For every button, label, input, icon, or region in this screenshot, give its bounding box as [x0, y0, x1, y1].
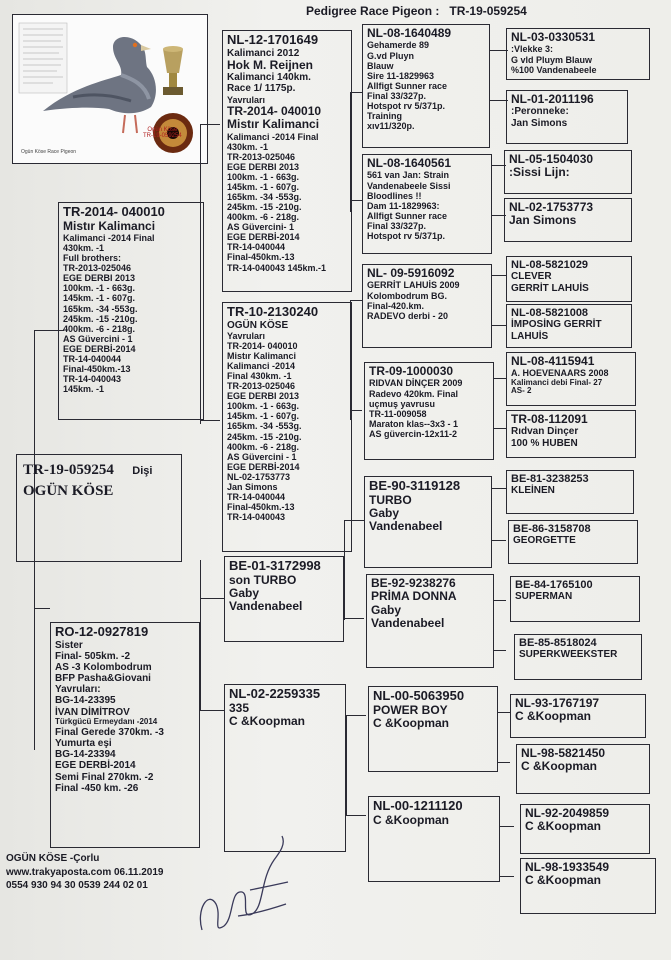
gen3-line: TURBO — [369, 492, 412, 507]
footer-website: www.trakyaposta.com 06.11.2019 — [6, 866, 164, 878]
gen3-line: Gaby — [371, 602, 402, 617]
gen2-line: TR-14-040043 145km.-1 — [227, 262, 327, 273]
sire-box — [58, 202, 204, 420]
gen2-line: 165km. -34 -553g. — [227, 191, 302, 202]
gen4-line: KLEİNEN — [511, 485, 555, 497]
gen4-box-11 — [510, 576, 640, 622]
connector — [494, 378, 506, 379]
connector — [492, 540, 506, 541]
gen4-box-4 — [504, 198, 632, 242]
gen2-line: TR-2014- 040010 — [227, 103, 322, 118]
sire-line: 245km. -15 -210g. — [63, 313, 138, 324]
gen4-ring: NL-92-2049859 — [525, 806, 610, 820]
sire-line: Final-450km.-13 — [63, 364, 131, 374]
photo-caption — [143, 127, 182, 139]
gen4-line: GERRİT LAHUİS — [511, 282, 589, 294]
gen2-line: Vandenabeel — [229, 599, 303, 614]
gen2-line: Final-450km.-13 — [227, 502, 295, 513]
gen3-line: Allfigt Sunner race — [367, 210, 448, 221]
gen3-line: Sire 11-1829963 — [367, 70, 435, 81]
gen2-line: 335 — [229, 700, 250, 715]
gen3-line: Allfigt Sunner race — [367, 80, 448, 91]
connector — [494, 600, 506, 601]
dam-line: BG-14-23394 — [55, 749, 116, 761]
gen3-line: Gaby — [369, 505, 400, 520]
gen3-ring: NL-00-1211120 — [373, 798, 463, 813]
photo-small-text — [21, 149, 76, 155]
header-ring: TR-19-059254 — [449, 4, 527, 18]
gen3-box-4 — [364, 362, 494, 460]
sire-line: EGE DERBI 2013 — [63, 273, 136, 284]
granddam-paternal-box — [222, 302, 352, 552]
gen4-ring: NL-98-1933549 — [525, 860, 610, 874]
gen4-ring: BE-81-3238253 — [511, 473, 589, 485]
gen3-ring: TR-09-1000030 — [369, 364, 454, 378]
gen3-line: Final-420.km. — [367, 300, 425, 311]
gen2-line: EGE DERBI 2013 — [227, 391, 300, 402]
dam-line: Yavruları: — [55, 684, 101, 696]
sire-line: Full brothers: — [63, 253, 121, 264]
connector — [200, 124, 220, 125]
gen4-line: LAHUİS — [511, 330, 549, 342]
connector — [200, 598, 224, 599]
gen3-box-5 — [364, 476, 492, 568]
gen4-ring: BE-86-3158708 — [513, 523, 591, 535]
gen2-line: TR-2013-025046 — [227, 381, 296, 392]
connector — [200, 420, 220, 421]
dam-line: İVAN DİMİTROV — [55, 706, 130, 718]
gen3-line: xıv11/320p. — [367, 121, 415, 132]
gen4-line: Rıdvan Dinçer — [511, 426, 579, 438]
connector — [492, 325, 506, 326]
connector — [494, 428, 506, 429]
gen4-box-1 — [506, 28, 650, 80]
gen3-line: Hotspot rv 5/371p. — [367, 100, 446, 111]
sire-line: 165km. -34 -553g. — [63, 303, 138, 314]
gen3-line: Vandenabeel — [369, 519, 443, 534]
footer-phones: 0554 930 94 30 0539 244 02 01 — [6, 880, 148, 891]
gen4-ring: TR-08-112091 — [511, 412, 588, 426]
footer-owner: OGÜN KÖSE -Çorlu — [6, 853, 100, 864]
gen2-line: EGE DERBI 2013 — [227, 161, 300, 172]
gen4-box-8 — [506, 410, 636, 458]
gen3-line: Radevo 420km. Final — [369, 388, 459, 399]
gen3-line: Bloodlines !! — [367, 190, 422, 201]
grandsire-maternal-ring: BE-01-3172998 — [229, 558, 321, 573]
gen4-line: C &Koopman — [525, 819, 601, 834]
connector — [346, 815, 366, 816]
dam-line: Türkgücü Ermeydanı -2014 — [55, 716, 158, 726]
dam-box — [50, 622, 200, 848]
gen4-box-16 — [520, 858, 656, 914]
gen2-line: Kalimanci -2014 — [227, 360, 296, 371]
gen2-line: TR-14-040044 — [227, 242, 286, 253]
gen4-line: C &Koopman — [521, 759, 597, 774]
dam-line: BFP Pasha&Giovani — [55, 673, 151, 685]
gen2-line: TR-14-040043 — [227, 512, 286, 523]
gen2-line: Mistır Kalimanci — [227, 117, 320, 132]
granddam-maternal-ring: NL-02-2259335 — [229, 686, 321, 701]
connector — [500, 826, 514, 827]
gen4-box-5 — [506, 256, 632, 302]
gen3-ring: BE-92-9238276 — [371, 576, 456, 590]
gen4-line: :Sissi Lijn: — [509, 165, 570, 180]
gen3-line: Maraton klas--3x3 - 1 — [369, 418, 459, 429]
gen2-line: AS Güvercini - 1 — [227, 451, 297, 462]
connector — [498, 762, 510, 763]
gen4-line: SUPERMAN — [515, 591, 573, 603]
gen3-line: RADEVO derbi - 20 — [367, 310, 449, 321]
gen3-line: Dam 11-1829963: — [367, 200, 440, 211]
connector — [200, 710, 224, 711]
gen4-box-9 — [506, 470, 634, 514]
gen4-box-13 — [510, 694, 646, 738]
gen2-line: TR-14-040044 — [227, 491, 286, 502]
connector — [492, 488, 506, 489]
sire-ring: TR-2014- 040010 — [63, 204, 165, 219]
gen4-ring: NL-08-5821029 — [511, 259, 589, 271]
gen4-line: Jan Simons — [511, 117, 568, 129]
gen2-line: Final-450km.-13 — [227, 252, 295, 263]
gen3-line: Vandenabeel — [371, 616, 445, 631]
sire-line: Kalimanci -2014 Final — [63, 232, 155, 243]
gen4-line: Jan Simons — [509, 213, 577, 228]
gen2-line: Gaby — [229, 585, 260, 600]
grandsire-paternal-ring: NL-12-1701649 — [227, 32, 319, 47]
gen4-box-10 — [508, 520, 638, 564]
dam-line: Sister — [55, 639, 83, 651]
photo-caption-name: Ogün Köse — [147, 127, 178, 133]
photo-small-line: Ogün Köse Race Pigeon — [21, 149, 77, 155]
sire-line: TR-14-040043 — [63, 374, 122, 385]
gen4-box-6 — [506, 304, 632, 348]
gen4-line: A. HOEVENAARS 2008 — [511, 368, 609, 379]
gen4-box-12 — [514, 634, 642, 680]
gen4-line: :Vlekke 3: — [511, 44, 554, 55]
gen3-ring: BE-90-3119128 — [369, 478, 461, 493]
granddam-maternal-box — [224, 684, 346, 852]
gen3-ring: NL-08-1640561 — [367, 156, 452, 170]
gen2-line: Kalimanci 140km. — [227, 72, 311, 84]
dam-line: Final -450 km. -26 — [55, 782, 139, 794]
connector — [344, 618, 364, 619]
gen4-line: C &Koopman — [525, 873, 601, 888]
gen2-line: 400km. -6 - 218g. — [227, 441, 300, 452]
gen3-line: Final 33/327p. — [367, 220, 427, 231]
connector — [492, 275, 506, 276]
gen2-line: Final 430km. -1 — [227, 371, 292, 382]
gen2-line: Yavruları — [227, 94, 266, 105]
gen2-line: Jan Simons — [227, 481, 278, 492]
gen2-line: 100km. -1 - 663g. — [227, 171, 300, 182]
gen4-line: İMPOSİNG GERRİT — [511, 319, 602, 331]
gen2-line: 245km. -15 -210g. — [227, 431, 302, 442]
dam-ring: RO-12-0927819 — [55, 624, 149, 639]
header-label: Pedigree Race Pigeon : — [306, 4, 440, 18]
sire-line: 430km. -1 — [63, 243, 105, 254]
gen4-box-3 — [504, 150, 632, 194]
connector — [34, 608, 50, 609]
pigeon-photo — [12, 14, 208, 164]
sire-line: EGE DERBİ-2014 — [63, 343, 136, 354]
gen3-line: 561 van Jan: Strain — [367, 170, 450, 181]
gen3-line: Gehamerde 89 — [367, 40, 430, 51]
gen2-line: Yavruları — [227, 330, 266, 341]
connector — [200, 560, 201, 710]
gen4-line: SUPERKWEEKSTER — [519, 649, 618, 661]
sire-name: Mistır Kalimanci — [63, 218, 156, 233]
subject-ring: TR-19-059254 — [23, 462, 114, 478]
gen3-line: PRİMA DONNA — [371, 589, 457, 604]
subject-name: OGÜN KÖSE — [23, 482, 114, 499]
gen2-line: AS Güvercini- 1 — [227, 222, 295, 233]
connector — [346, 715, 366, 716]
gen2-line: 245km. -15 -210g. — [227, 202, 302, 213]
gen3-line: Blauw — [367, 60, 394, 71]
dam-line: AS -3 Kolombodrum — [55, 661, 152, 673]
dam-line: Semi Final 270km. -2 — [55, 771, 154, 783]
connector — [494, 650, 506, 651]
gen3-line: G.vd Pluyn — [367, 50, 415, 61]
gen4-ring: NL-98-5821450 — [521, 746, 606, 760]
gen2-line: 100km. -1 - 663g. — [227, 401, 300, 412]
gen3-box-1 — [362, 24, 490, 148]
gen3-line: POWER BOY — [373, 702, 448, 717]
photo-caption-ring: TR-19-059254 — [143, 133, 182, 139]
sire-line: TR-14-040044 — [63, 353, 122, 364]
gen3-line: C &Koopman — [373, 812, 449, 827]
gen4-ring: NL-93-1767197 — [515, 696, 600, 710]
gen2-line: NL-02-1753773 — [227, 471, 291, 482]
subject-sex: Dişi — [132, 465, 153, 477]
sire-line: TR-2013-025046 — [63, 263, 132, 274]
gen4-line: :Peronneke: — [511, 106, 569, 118]
gen3-line: C &Koopman — [373, 715, 449, 730]
footer — [6, 852, 164, 893]
gen3-box-6 — [366, 574, 494, 668]
pigeon-illustration-icon — [13, 15, 207, 163]
gen3-box-8 — [368, 796, 500, 882]
gen2-line: TR-2014- 040010 — [227, 340, 298, 351]
gen2-line: 430km. -1 — [227, 141, 269, 152]
gen4-line: Kalimanci debi Final- 27 — [511, 377, 603, 387]
dam-line: Final- 505km. -2 — [55, 650, 131, 662]
gen3-line: Vandenabeele Sissi — [367, 180, 451, 191]
gen4-ring: NL-01-2011196 — [511, 92, 594, 106]
gen3-line: Training — [367, 110, 403, 121]
gen2-line: Race 1/ 1175p. — [227, 83, 296, 95]
connector — [498, 712, 510, 713]
gen3-line: Hotspot rv 5/371p. — [367, 230, 446, 241]
granddam-paternal-ring: TR-10-2130240 — [227, 304, 319, 319]
gen4-ring: NL-03-0330531 — [511, 30, 596, 44]
gen2-line: 145km. -1 - 607g. — [227, 411, 300, 422]
gen3-line: uçmuş yavrusu — [369, 398, 436, 409]
gen4-line: C &Koopman — [515, 709, 591, 724]
subject-box — [16, 454, 182, 562]
gen4-line: %100 Vandenabeele — [511, 64, 597, 75]
dam-line: Yumurta eşi — [55, 738, 112, 749]
gen4-line: G vld Pluym Blauw — [511, 54, 593, 65]
gen3-box-3 — [362, 264, 492, 348]
connector — [346, 715, 347, 815]
gen4-line: AS- 2 — [511, 386, 532, 396]
gen2-line: 400km. -6 - 218g. — [227, 212, 300, 223]
gen3-box-7 — [368, 686, 498, 772]
gen3-line: AS güvercin-12x11-2 — [369, 428, 458, 439]
gen4-box-15 — [520, 804, 650, 854]
gen3-box-2 — [362, 154, 492, 254]
grandsire-paternal-box — [222, 30, 352, 292]
gen2-line: 165km. -34 -553g. — [227, 421, 302, 432]
gen2-line: 145km. -1 - 607g. — [227, 181, 300, 192]
gen3-line: Kolombodrum BG. — [367, 290, 447, 301]
gen2-line: TR-2013-025046 — [227, 151, 296, 162]
signature-icon — [190, 830, 300, 940]
gen3-line: Final 33/327p. — [367, 90, 427, 101]
gen2-line: EGE DERBİ-2014 — [227, 461, 300, 472]
connector — [500, 876, 514, 877]
gen3-ring: NL- 09-5916092 — [367, 266, 455, 280]
gen4-ring: NL-05-1504030 — [509, 152, 594, 166]
sire-line: AS Güvercini - 1 — [63, 333, 133, 344]
gen4-box-7 — [506, 352, 636, 406]
dam-line: BG-14-23395 — [55, 695, 116, 707]
gen4-line: 100 % HUBEN — [511, 437, 578, 449]
gen4-ring: NL-08-5821008 — [511, 307, 589, 319]
gen2-line: son TURBO — [229, 572, 297, 587]
gen2-line: EGE DERBİ-2014 — [227, 232, 300, 243]
grandsire-maternal-box — [224, 556, 344, 642]
sire-line: 145km. -1 — [63, 384, 105, 395]
gen3-ring: NL-00-5063950 — [373, 688, 465, 703]
gen4-ring: NL-02-1753773 — [509, 200, 594, 214]
gen4-line: CLEVER — [511, 271, 552, 283]
sire-line: 400km. -6 - 218g. — [63, 323, 136, 334]
gen2-line: Mistır Kalimanci — [227, 350, 297, 361]
gen4-box-2 — [506, 90, 628, 144]
gen2-line: OGÜN KÖSE — [227, 319, 289, 331]
gen4-ring: BE-84-1765100 — [515, 579, 593, 591]
gen4-box-14 — [516, 744, 650, 794]
gen4-ring: BE-85-8518024 — [519, 637, 597, 649]
gen4-ring: NL-08-4115941 — [511, 354, 595, 368]
gen4-line: GEORGETTE — [513, 535, 576, 547]
page-header — [306, 4, 527, 18]
gen2-line: Kalimanci 2012 — [227, 47, 300, 59]
gen2-line: Hok M. Reijnen — [227, 57, 314, 72]
gen2-line: C &Koopman — [229, 713, 305, 728]
sire-line: 145km. -1 - 607g. — [63, 293, 136, 304]
dam-line: EGE DERBİ-2014 — [55, 760, 136, 772]
gen3-line: RIDVAN DİNÇER 2009 — [369, 378, 463, 389]
gen3-line: TR-11-009058 — [369, 408, 427, 419]
gen2-line: Kalimanci -2014 Final — [227, 131, 319, 142]
gen3-ring: NL-08-1640489 — [367, 26, 452, 40]
sire-line: 100km. -1 - 663g. — [63, 283, 136, 294]
gen3-line: GERRİT LAHUİS 2009 — [367, 280, 460, 291]
dam-line: Final Gerede 370km. -3 — [55, 726, 164, 738]
